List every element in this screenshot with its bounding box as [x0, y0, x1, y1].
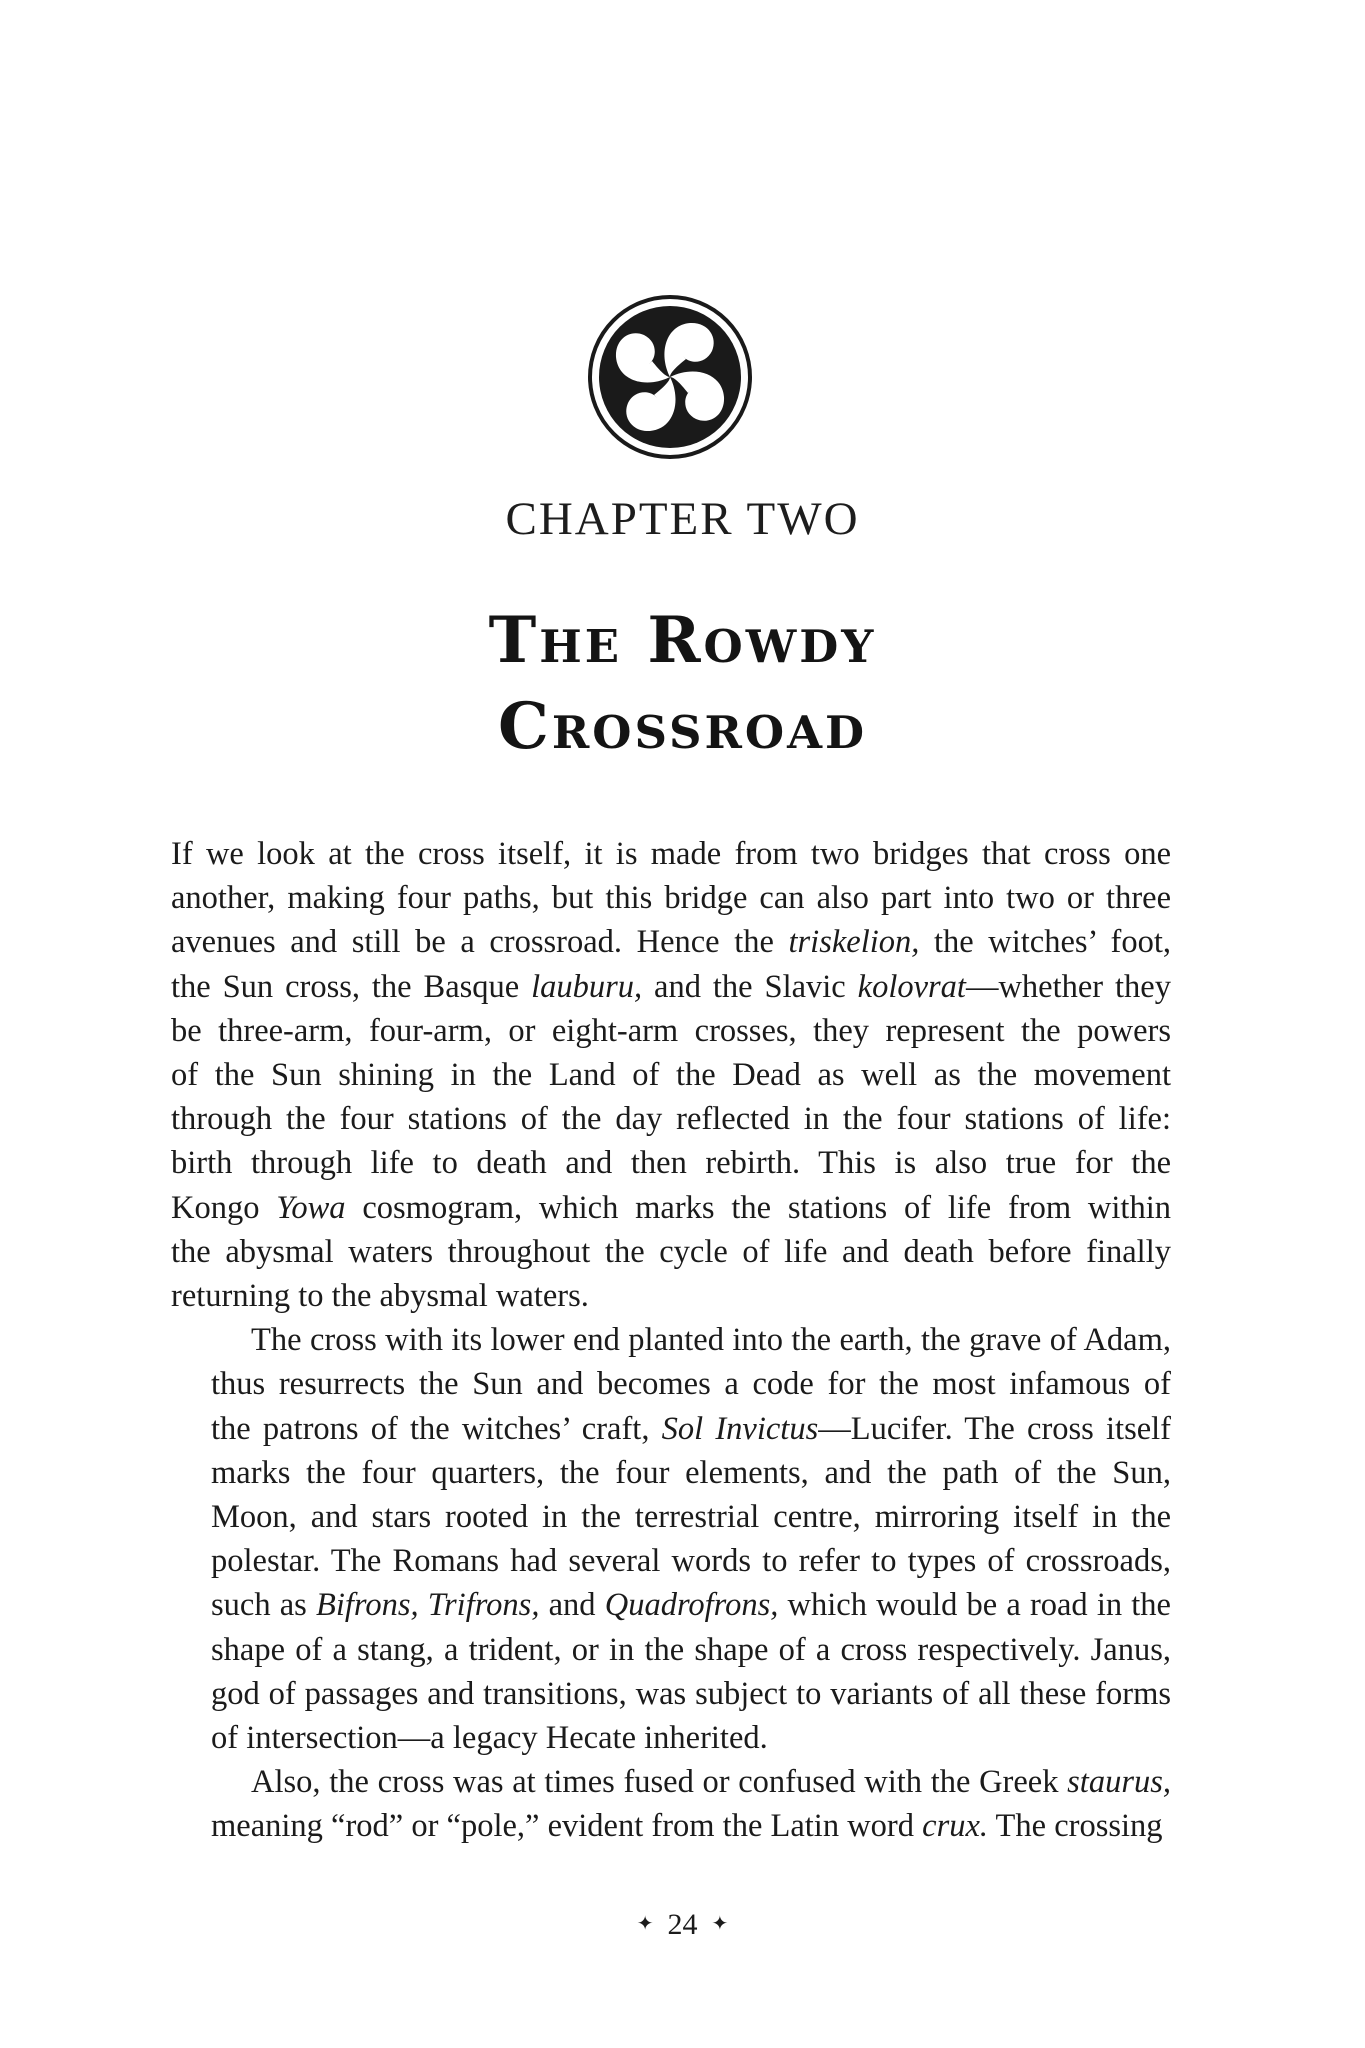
chapter-title-line-1: The Rowdy — [488, 603, 877, 678]
text-run: polestar. The Romans had several words to refer to types of crossroads, — [211, 1543, 1171, 1580]
italic-term: triskelion, — [788, 924, 920, 961]
text-run: The crossing — [988, 1808, 1163, 1845]
text-run: thus resurrects the Sun and becomes a code for the most infamous of — [211, 1366, 1171, 1403]
body-text — [171, 832, 1171, 1849]
text-run: —Lucifer. The cross itself — [818, 1410, 1171, 1447]
text-run: the witches’ foot, — [919, 924, 1171, 961]
text-run: If we look at the cross itself, it is made from two bridges that cross one — [171, 836, 1171, 872]
lauburu-icon — [586, 293, 754, 461]
paragraph — [171, 1760, 1171, 1848]
text-line — [171, 832, 1171, 876]
text-line — [171, 1628, 1171, 1672]
text-line — [171, 1141, 1171, 1185]
text-run: and — [539, 1587, 605, 1624]
text-line — [171, 1053, 1171, 1097]
text-line — [171, 1672, 1171, 1716]
chapter-title-line-2: Crossroad — [497, 689, 868, 764]
text-run: Moon, and stars rooted in the terrestrial centre, mirroring itself in the — [211, 1499, 1171, 1536]
italic-term: crux. — [922, 1808, 989, 1845]
chapter-label: CHAPTER TWO — [505, 493, 860, 545]
text-run: the Sun cross, the Basque — [171, 968, 532, 1005]
page-footer — [0, 1908, 1365, 1942]
text-run: The cross with its lower end planted into the earth, the grave of Adam, — [251, 1322, 1171, 1359]
text-line — [171, 1760, 1171, 1804]
text-line — [171, 876, 1171, 920]
text-run: which would be a road in the — [778, 1587, 1171, 1624]
italic-term: staurus, — [1067, 1764, 1171, 1801]
chapter-title — [0, 598, 1365, 770]
text-line — [171, 1716, 1171, 1760]
text-run: of intersection—a legacy Hecate inherited. — [211, 1720, 768, 1757]
text-run: and the Slavic — [642, 968, 858, 1005]
page-number: 24 — [667, 1908, 698, 1941]
text-line — [171, 1804, 1171, 1848]
text-line — [171, 1318, 1171, 1362]
text-run: another, making four paths, but this bridge can also part into two or three — [171, 880, 1171, 917]
text-run: of the Sun shining in the Land of the Dead as well as the movement — [171, 1057, 1171, 1094]
text-line — [171, 1451, 1171, 1495]
text-run: Kongo — [171, 1189, 277, 1226]
text-run: the abysmal waters throughout the cycle of life and death before finally — [171, 1233, 1171, 1270]
text-line — [171, 1583, 1171, 1627]
text-run: god of passages and transitions, was subject to variants of all these forms — [211, 1675, 1171, 1712]
text-run: meaning “rod” or “pole,” evident from the Latin word — [211, 1808, 923, 1845]
text-run: returning to the abysmal waters. — [171, 1278, 589, 1315]
text-run: such as — [211, 1587, 316, 1624]
text-run: cosmogram, which marks the stations of life from within — [345, 1189, 1171, 1226]
text-run: shape of a stang, a trident, or in the shape of a cross respectively. Janus, — [211, 1631, 1171, 1668]
paragraph — [171, 1318, 1171, 1760]
text-line — [171, 1539, 1171, 1583]
text-line — [171, 1097, 1171, 1141]
italic-term: Bifrons, Trifrons, — [315, 1587, 540, 1624]
text-line — [171, 1407, 1171, 1451]
text-run: the patrons of the witches’ craft, — [211, 1410, 662, 1447]
text-line — [171, 1274, 1171, 1318]
italic-term: Sol Invictus — [661, 1410, 819, 1447]
italic-term: lauburu, — [531, 968, 643, 1005]
italic-term: kolovrat — [857, 968, 966, 1005]
text-line — [171, 1186, 1171, 1230]
text-run: avenues and still be a crossroad. Hence the — [171, 924, 789, 961]
text-run: marks the four quarters, the four elements, and the path of the Sun, — [211, 1454, 1171, 1491]
text-run: birth through life to death and then rebirth. This is also true for the — [171, 1145, 1171, 1182]
text-line — [171, 1230, 1171, 1274]
paragraph — [171, 832, 1171, 1318]
text-run: Also, the cross was at times fused or confused with the Greek — [251, 1764, 1068, 1801]
text-run: —whether they — [965, 968, 1171, 1005]
text-line — [171, 1495, 1171, 1539]
text-line — [171, 920, 1171, 964]
text-line — [171, 965, 1171, 1009]
ornament-left-icon: ✦ — [636, 1913, 654, 1935]
italic-term: Quadrofrons, — [604, 1587, 779, 1624]
text-line — [171, 1362, 1171, 1406]
text-line — [171, 1009, 1171, 1053]
text-run: be three-arm, four-arm, or eight-arm crosses, they represent the powers — [171, 1012, 1171, 1049]
text-run: through the four stations of the day reflected in the four stations of life: — [171, 1101, 1171, 1138]
italic-term: Yowa — [276, 1189, 346, 1226]
ornament-right-icon: ✦ — [711, 1913, 729, 1935]
